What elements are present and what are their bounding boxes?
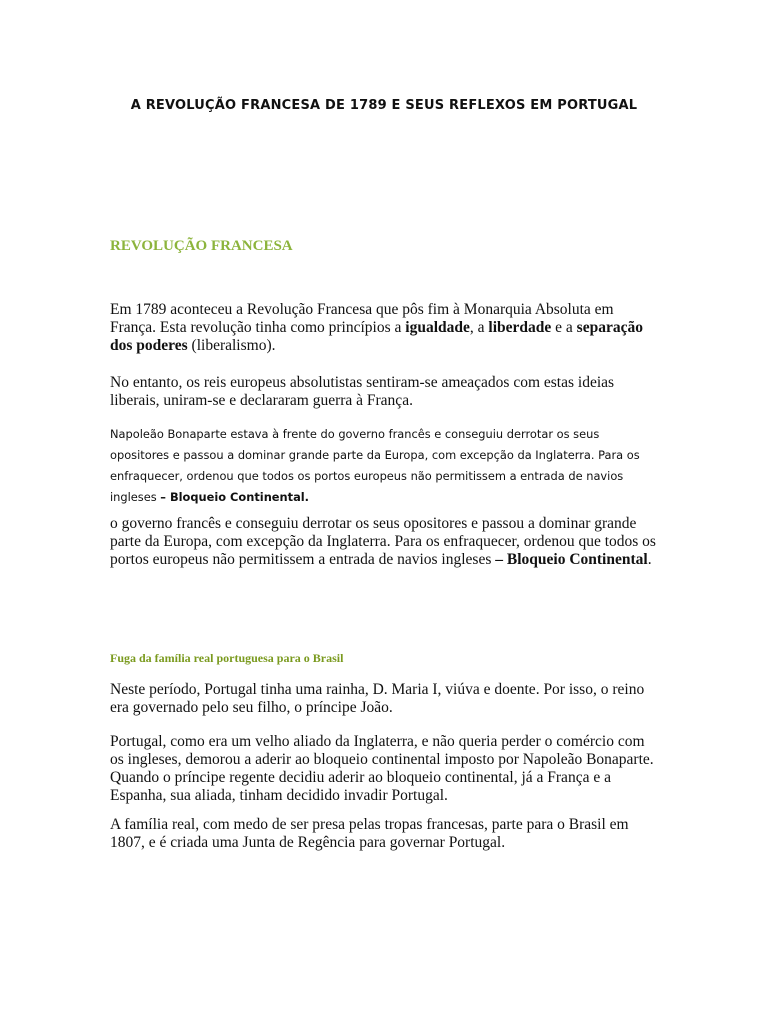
paragraph-7: A família real, com medo de ser presa pelas tropas francesas, parte para o Brasil em 1807, e é criada uma Junta de Regência para governar Portugal. [110, 816, 629, 851]
paragraph-1-text-c: , a [469, 319, 489, 336]
paragraph-1-text-d: e a [551, 319, 577, 336]
paragraph-3-bold: – Bloqueio Continental. [160, 490, 310, 504]
paragraph-4-bold: – Bloqueio Continental [495, 551, 648, 568]
paragraph-6: Portugal, como era um velho aliado da Inglaterra, e não queria perder o comércio com os ingleses, demorou a aderir ao bloqueio continental imposto por Napoleão Bonaparte. Quando o príncipe regente decidiu aderir ao bloqueio continental, já a França e a Espanha, sua aliada, tinham decidido invadir Portugal. [110, 733, 654, 804]
paragraph-1-text-a: Em 1789 aconteceu a Revolução Francesa que pôs fim à Monarquia Absoluta em França. Esta revolução tinha como princípios a [110, 301, 614, 336]
subheading: Fuga da família real portuguesa para o Brasil [110, 651, 344, 665]
paragraph-4 [110, 515, 660, 569]
paragraph-1-bold-igualdade: igualdade [405, 319, 470, 336]
paragraph-1-bold-separacao: separação dos poderes [110, 319, 643, 354]
paragraph-5: Neste período, Portugal tinha uma rainha, D. Maria I, viúva e doente. Por isso, o reino era governado pelo seu filho, o príncipe João. [110, 681, 645, 716]
paragraph-2: No entanto, os reis europeus absolutistas sentiram-se ameaçados com estas ideias liberais, uniram-se e declararam guerra à França. [110, 374, 615, 409]
paragraph-1 [110, 301, 660, 355]
paragraph-3-text: Napoleão Bonaparte estava à frente do governo francês e conseguiu derrotar os seus opositores e passou a dominar grande parte da Europa, com excepção da Inglaterra. Para os enfraquecer, ordenou que todos os portos europeus não permitissem a entrada de navios ingleses [110, 427, 640, 504]
paragraph-4-end: . [647, 551, 652, 568]
document-title: A REVOLUÇÃO FRANCESA DE 1789 E SEUS REFLEXOS EM PORTUGAL [130, 98, 638, 113]
paragraph-1-bold-liberdade: liberdade [488, 319, 552, 336]
paragraph-1-text-e: (liberalismo). [187, 337, 276, 354]
paragraph-3 [110, 424, 660, 508]
paragraph-4-text: o governo francês e conseguiu derrotar os seus opositores e passou a dominar grande parte da Europa, com excepção da Inglaterra. Para os enfraquecer, ordenou que todos os portos europeus não permitissem a entrada de navios ingleses [110, 515, 656, 568]
section-heading: REVOLUÇÃO FRANCESA [110, 238, 293, 254]
